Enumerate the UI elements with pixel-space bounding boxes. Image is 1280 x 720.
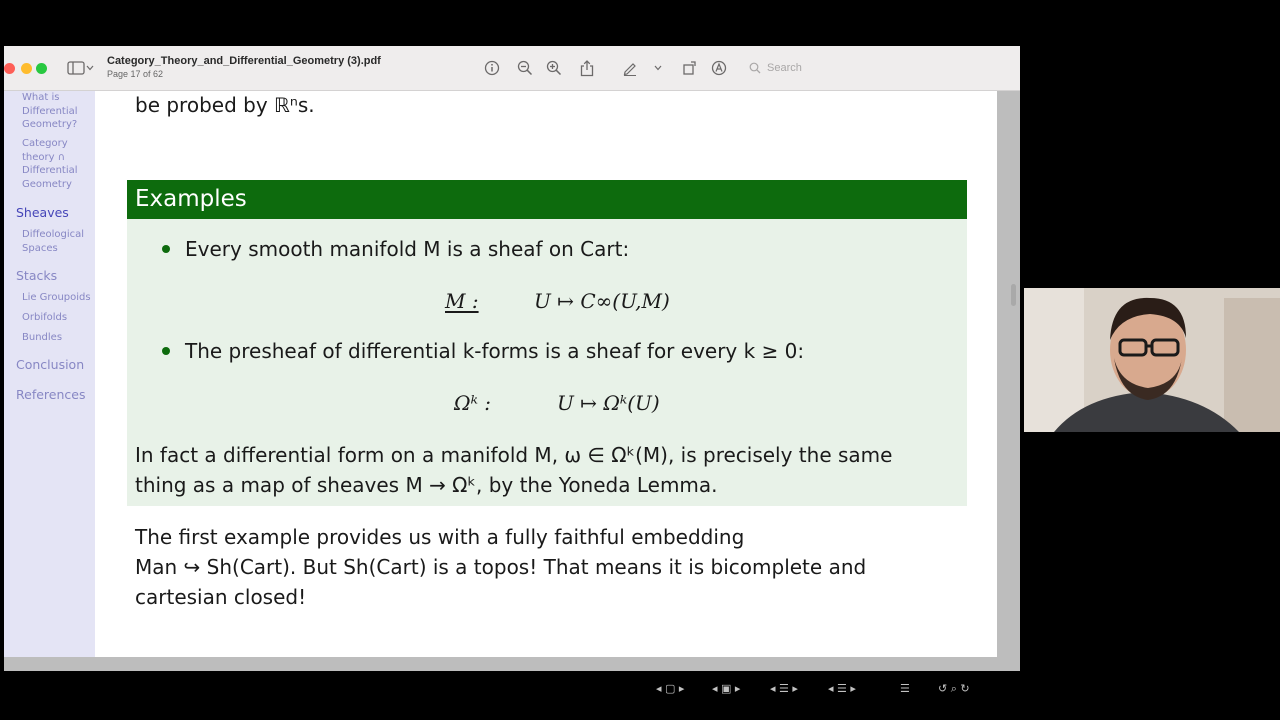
document-content[interactable] bbox=[4, 91, 1020, 695]
beamer-subsection-nav-icon[interactable]: ◂ ▣ ▸ bbox=[712, 682, 741, 695]
nav-section-stacks[interactable]: Stacks bbox=[16, 268, 58, 283]
zoom-out-icon[interactable] bbox=[515, 58, 535, 78]
slide-navigation bbox=[4, 91, 95, 657]
nav-item-lie-groupoids[interactable]: Lie Groupoids bbox=[22, 292, 91, 303]
nav-item-bundles[interactable]: Bundles bbox=[22, 332, 63, 343]
search-icon bbox=[749, 62, 761, 74]
maximize-window-button[interactable] bbox=[36, 63, 47, 74]
zoom-in-icon[interactable] bbox=[544, 58, 564, 78]
bullet-marker bbox=[162, 347, 170, 355]
bullet-marker bbox=[162, 245, 170, 253]
chevron-down-icon[interactable] bbox=[84, 58, 96, 78]
title-bar bbox=[4, 46, 1020, 91]
slide-page bbox=[4, 91, 997, 695]
document-title: Category_Theory_and_Differential_Geometry (3).pdf bbox=[107, 55, 381, 67]
nav-section-references[interactable]: References bbox=[16, 387, 86, 402]
markup-chevron-down-icon[interactable] bbox=[652, 58, 664, 78]
search-field[interactable] bbox=[744, 59, 1014, 77]
yoneda-paragraph-line-2: thing as a map of sheaves M → Ωᵏ, by the Yoneda Lemma. bbox=[135, 473, 718, 497]
nav-section-conclusion[interactable]: Conclusion bbox=[16, 357, 85, 372]
previous-text-fragment: be probed by ℝⁿs. bbox=[135, 93, 315, 117]
example-bullet-2: The presheaf of differential k-forms is a sheaf for every k ≥ 0: bbox=[185, 339, 805, 363]
info-icon[interactable] bbox=[482, 58, 502, 78]
share-icon[interactable] bbox=[577, 58, 597, 78]
nav-item-orbifolds[interactable]: Orbifolds bbox=[22, 312, 68, 323]
pdf-viewer-window bbox=[4, 46, 1020, 695]
equation-2-rhs: U ↦ Ωᵏ(U) bbox=[557, 391, 660, 415]
minimize-window-button[interactable] bbox=[21, 63, 32, 74]
beamer-search-back-icon[interactable]: ↺ ⌕ ↻ bbox=[938, 682, 970, 695]
presenter-image bbox=[1024, 288, 1280, 432]
vertical-scrollbar[interactable] bbox=[1011, 284, 1016, 306]
nav-item-what-is-differential-geometry[interactable]: What is Differential Geometry? bbox=[22, 92, 78, 130]
topos-paragraph-line-2: Man ↪ Sh(Cart). But Sh(Cart) is a topos! That means it is bicomplete and bbox=[135, 555, 867, 579]
search-placeholder: Search bbox=[767, 62, 802, 74]
topos-paragraph-line-3: cartesian closed! bbox=[135, 585, 307, 609]
beamer-frame-nav-icon[interactable]: ◂ ▢ ▸ bbox=[656, 682, 685, 695]
example-bullet-1: Every smooth manifold M is a sheaf on Cart: bbox=[185, 237, 630, 261]
rotate-icon[interactable] bbox=[680, 58, 700, 78]
nav-item-diffeological-spaces[interactable]: Diffeological Spaces bbox=[22, 229, 85, 254]
beamer-appendix-icon[interactable]: ☰ bbox=[900, 682, 910, 695]
annotate-icon[interactable] bbox=[709, 58, 729, 78]
sidebar-icon[interactable] bbox=[66, 58, 86, 78]
equation-1-rhs: U ↦ C∞(U,M) bbox=[534, 289, 670, 313]
markup-pen-icon[interactable] bbox=[620, 58, 640, 78]
examples-block-title: Examples bbox=[127, 180, 967, 219]
equation-2-lhs: Ωᵏ : bbox=[454, 391, 491, 415]
webcam-video-feed bbox=[1024, 288, 1280, 432]
beamer-section-nav-icon[interactable]: ◂ ☰ ▸ bbox=[770, 682, 798, 695]
close-window-button[interactable] bbox=[4, 63, 15, 74]
page-indicator: Page 17 of 62 bbox=[107, 69, 164, 79]
beamer-document-nav-icon[interactable]: ◂ ☰ ▸ bbox=[828, 682, 856, 695]
equation-1-lhs: M : bbox=[445, 289, 479, 313]
nav-section-sheaves[interactable]: Sheaves bbox=[16, 205, 69, 220]
topos-paragraph-line-1: The first example provides us with a fully faithful embedding bbox=[135, 525, 745, 549]
yoneda-paragraph-line-1: In fact a differential form on a manifold M, ω ∈ Ωᵏ(M), is precisely the same bbox=[135, 443, 893, 467]
nav-item-category-theory-cap-differential-geometry[interactable]: Category theory ∩ Differential Geometry bbox=[22, 138, 78, 190]
